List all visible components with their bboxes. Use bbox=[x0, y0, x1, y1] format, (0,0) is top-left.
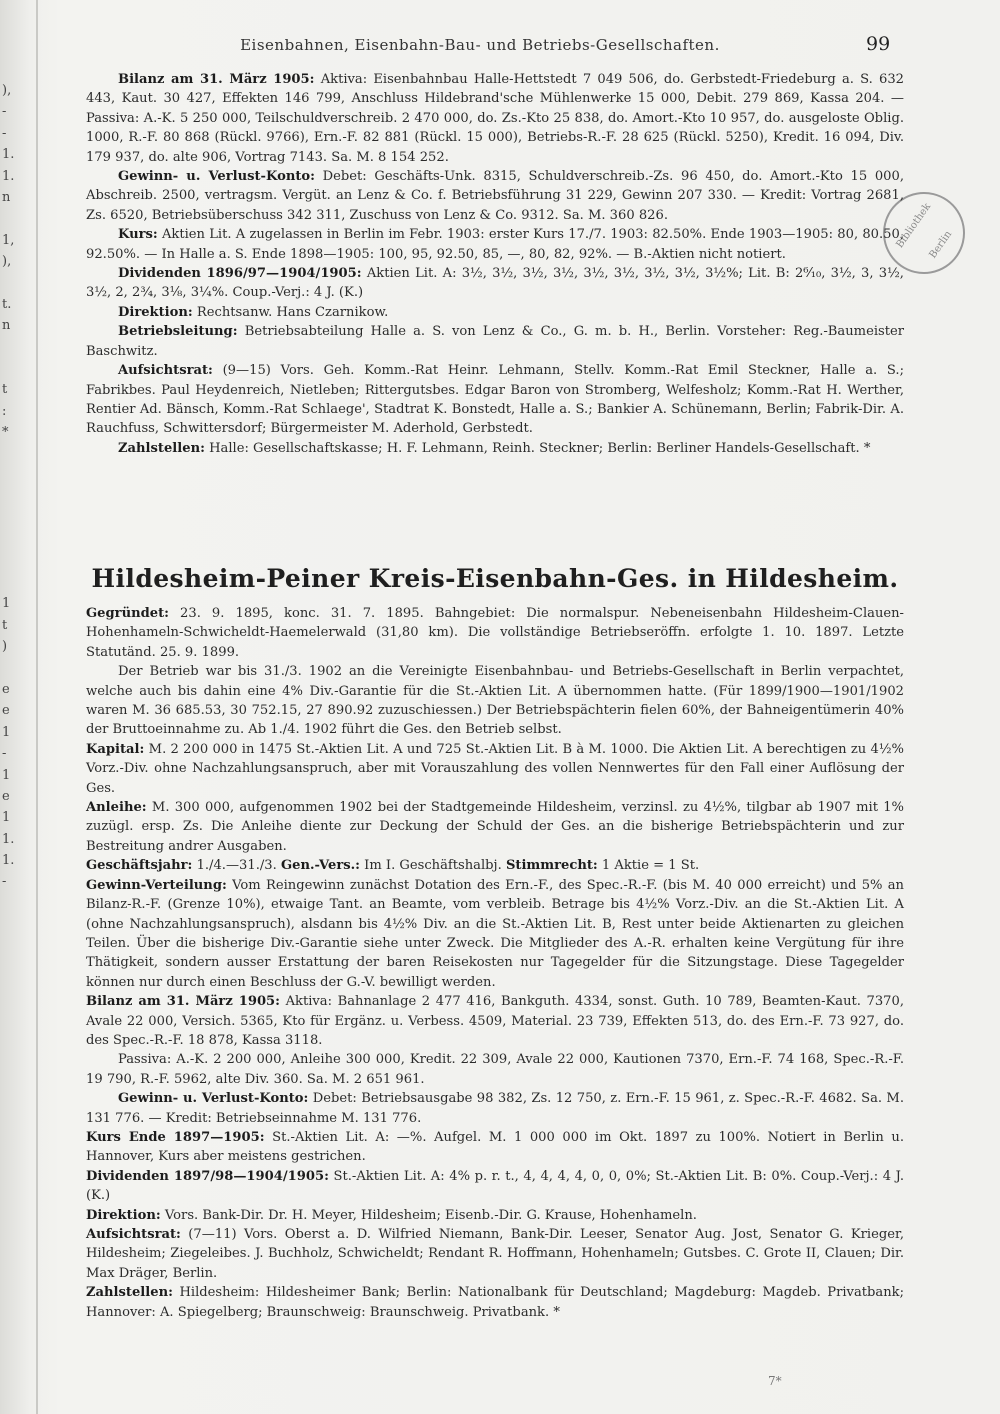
field-text: M. 300 000, aufgenommen 1902 bei der Stadtgemeinde Hildesheim, verzinsl. zu 4½%, tilgbar ab 1907 mit 1% zuzügl. ersp. Zs. Die Anleihe diente zur Deckung der Schuld der Ges. an die bisherige Betriebspächterin und zur Bestreitung andrer Ausgaben. bbox=[86, 800, 904, 854]
cropped-margin-text bbox=[2, 80, 22, 893]
balance-sheet-paragraph bbox=[86, 992, 904, 1050]
field-label: Kurs: bbox=[118, 227, 158, 243]
field-text: Betriebsabteilung Halle a. S. von Lenz & Co., G. m. b. H., Berlin. Vorsteher: Reg.-Baumeister Baschwitz. bbox=[86, 324, 904, 359]
field-text: Vors. Bank-Dir. Dr. H. Meyer, Hildesheim; Eisenb.-Dir. G. Krause, Hohenhameln. bbox=[164, 1207, 697, 1223]
margin-fragment: 1 bbox=[2, 767, 11, 783]
operation-history-paragraph: Der Betrieb war bis 31./3. 1902 an die Vereinigte Eisenbahnbau- und Betriebs-Gesellschaft in Berlin verpachtet, welche auch bis dahin eine 4% Div.-Garantie für die St.-Aktien Lit. A übernommen hatte. (Für 1899/1900—1901/1902 waren M. 36 685.53, 30 752.15, 27 890.92 zuzuschiessen.) Der Betriebspächterin fielen 60%, der Bahneigentümerin 40% der Bruttoeinnahme zu. Ab 1./4. 1902 führt die Ges. den Betrieb selbst. bbox=[86, 664, 904, 738]
field-text: St.-Aktien Lit. A: 4% p. r. t., 4, 4, 4, 4, 0, 0, 0%; St.-Aktien Lit. B: 0%. Coup.-Verj.: 4 J. (K.) bbox=[86, 1168, 904, 1204]
margin-fragment: 1. bbox=[2, 853, 15, 869]
margin-fragment bbox=[2, 444, 22, 465]
field-text: (7—11) Vors. Oberst a. D. Wilfried Niemann, Bank-Dir. Leeser, Senator Aug. Jost, Senator G. Krieger, Hildesheim; Ziegeleibes. J. Buchholz, Schwicheldt; Rendant R. Hoffmann, Hohenhameln; Gutsbes. C. Grote II, Clauen; Dir. Max Dräger, Berlin. bbox=[86, 1227, 904, 1281]
liabilities-paragraph: Passiva: A.-K. 2 200 000, Anleihe 300 000, Kredit. 22 309, Avale 22 000, Kautionen 7370, Ern.-F. 74 168, Spec.-R.-F. 19 790, R.-F. 5962, alte Div. 360. Sa. M. 2 651 961. bbox=[86, 1052, 904, 1087]
field-text: M. 2 200 000 in 1475 St.-Aktien Lit. A und 725 St.-Aktien Lit. B à M. 1000. Die Aktien Lit. A berechtigen zu 4½% Vorz.-Div. ohne Nachzahlungsanspruch, aber mit Vorauszahlung des vollen Nennwertes für den Fall einer Auflösung der Ges. bbox=[86, 741, 904, 796]
margin-fragment: 1 bbox=[2, 724, 11, 740]
field-text: Aktien Lit. A: 3½, 3½, 3½, 3½, 3½, 3½, 3½, 3½, 3½%; Lit. B: 2⁶⁄₁₀, 3½, 3, 3½, 3½, 2, 2¾, 3⅛, 3¼%. Coup.-Verj.: 4 J. (K.) bbox=[86, 266, 904, 301]
running-head: Eisenbahnen, Eisenbahn-Bau- und Betriebs-Gesellschaften. bbox=[240, 36, 720, 54]
field-text: Im I. Geschäftshalbj. bbox=[364, 858, 502, 874]
field-label: Bilanz am 31. März 1905: bbox=[86, 994, 280, 1010]
field-text: 1 Aktie = 1 St. bbox=[601, 858, 700, 874]
page-number: 99 bbox=[866, 33, 891, 55]
field-text: Hildesheim: Hildesheimer Bank; Berlin: Nationalbank für Deutschland; Magdeburg: Magdeb. Privatbank; Hannover: A. Spiegelberg; Braunschweig: Braunschweig. Privatbank. * bbox=[86, 1285, 904, 1320]
field-label: Aufsichtsrat: bbox=[118, 363, 213, 379]
margin-fragment: ), bbox=[2, 254, 12, 270]
margin-fragment: 1 bbox=[2, 596, 11, 612]
field-label: Direktion: bbox=[118, 304, 193, 320]
margin-fragment bbox=[2, 337, 22, 358]
margin-fragment: 1, bbox=[2, 232, 15, 248]
dividends-paragraph bbox=[86, 1167, 904, 1206]
balance-sheet-paragraph bbox=[86, 70, 904, 167]
margin-fragment: 1 bbox=[2, 810, 11, 826]
field-label: Geschäftsjahr: bbox=[86, 858, 193, 874]
margin-fragment: t bbox=[2, 617, 8, 633]
margin-fragment: ) bbox=[2, 639, 8, 655]
field-text: Aktiva: Eisenbahnbau Halle-Hettstedt 7 049 506, do. Gerbstedt-Friedeburg a. S. 632 443, Kaut. 30 427, Effekten 146 799, Anschluss Hildebrand'sche Mühlenwerke 15 000, Debit. 279 869, Kassa 204. — Passiva: A.-K. 5 250 000, Teilschuldverschreib. 2 470 000, do. Zs.-Kto 25 838, do. Amort.-Kto 10 957, do. ausgeloste Oblig. 1000, R.-F. 80 868 (Rückl. 9766), Ern.-F. 82 881 (Rückl. 15 000), Betriebs-R.-F. 28 625 (Rückl. 5250), Kredit. 16 094, Div. 179 937, do. alte 906, Vortrag 7143. Sa. M. 8 154 252. bbox=[86, 72, 904, 165]
field-label: Gewinn- u. Verlust-Konto: bbox=[118, 169, 315, 185]
margin-fragment bbox=[2, 358, 22, 379]
dividends-paragraph bbox=[86, 264, 904, 303]
operations-paragraph bbox=[86, 322, 904, 361]
margin-fragment: 1. bbox=[2, 168, 15, 184]
margin-fragment bbox=[2, 529, 22, 550]
field-text: Aktiva: Bahnanlage 2 477 416, Bankguth. 4334, sonst. Guth. 10 789, Beamten-Kaut. 7370, Avale 22 000, Versich. 5365, Kto für Ergänz. u. Verbess. 4509, Material. 23 739, Effekten 513, do. des Ern.-F. 73 927, do. des Spec.-R.-F. 18 878, Kassa 3118. bbox=[86, 994, 904, 1048]
margin-fragment bbox=[2, 486, 22, 507]
margin-fragment: 1. bbox=[2, 831, 15, 847]
stamp-text-line2: Berlin bbox=[927, 228, 955, 261]
margin-fragment bbox=[2, 551, 22, 572]
margin-fragment: n bbox=[2, 189, 11, 205]
profit-loss-paragraph bbox=[86, 167, 904, 225]
field-text: Vom Reingewinn zunächst Dotation des Ern.-F., des Spec.-R.-F. (bis M. 40 000 erreicht) und 5% an Bilanz-R.-F. (Grenze 10%), etwaige Tant. an Beamte, vom verbleib. Betrage bis 4½% Vorz.-Div. an die St.-Aktien Lit. A (ohne Nachzahlungsanspruch), alsdann bis 4½% Div. an die St.-Aktien Lit. B, Rest unter beide Aktienarten zu gleichen Teilen. Über die bisherige Div.-Garantie siehe unter Zweck. Die Mitglieder des A.-R. erhalten keine Vergütung für ihre Thätigkeit, sondern ausser Erstattung der baren Reisekosten nur Tagegelder für die Sitzungstage. Diese Tagegelder können nur durch einen Beschluss der G.-V. bewilligt werden. bbox=[86, 877, 904, 990]
margin-fragment: * bbox=[2, 425, 9, 441]
field-label: Zahlstellen: bbox=[86, 1285, 173, 1301]
field-text: Debet: Geschäfts-Unk. 8315, Schuldverschreib.-Zs. 96 450, do. Amort.-Kto 15 000, Abschreib. 2500, vertragsm. Vergüt. an Lenz & Co. f. Betriebsführung 31 229, Gewinn 207 330. — Kredit: Vortrag 2681, Zs. 6520, Betriebsüberschuss 342 311, Zuschuss von Lenz & Co. 9312. Sa. M. 360 826. bbox=[86, 169, 904, 223]
margin-fragment bbox=[2, 273, 22, 294]
margin-fragment: - bbox=[2, 746, 7, 762]
field-label: Kapital: bbox=[86, 741, 145, 757]
margin-fragment: - bbox=[2, 104, 7, 120]
price-paragraph bbox=[86, 225, 904, 264]
field-text: Rechtsanw. Hans Czarnikow. bbox=[196, 304, 389, 320]
margin-fragment bbox=[2, 208, 22, 229]
field-label: Anleihe: bbox=[86, 800, 147, 816]
margin-fragment: ), bbox=[2, 83, 12, 98]
margin-fragment: e bbox=[2, 681, 10, 697]
field-text: 1./4.—31./3. bbox=[196, 858, 277, 874]
paying-agents-paragraph bbox=[86, 439, 904, 458]
field-label: Stimmrecht: bbox=[505, 858, 598, 874]
field-label: Bilanz am 31. März 1905: bbox=[118, 72, 315, 87]
field-label: Gen.-Vers.: bbox=[280, 858, 360, 874]
field-text: Halle: Gesellschaftskasse; H. F. Lehmann, Reinh. Steckner; Berlin: Berliner Handels-Gesellschaft. * bbox=[209, 440, 871, 456]
directorate-paragraph bbox=[86, 1206, 904, 1225]
field-label: Aufsichtsrat: bbox=[86, 1227, 181, 1242]
field-label: Gewinn- u. Verlust-Konto: bbox=[118, 1091, 309, 1107]
founding-paragraph bbox=[86, 604, 904, 662]
margin-fragment: n bbox=[2, 318, 11, 334]
field-text: (9—15) Vors. Geh. Komm.-Rat Heinr. Lehmann, Stellv. Komm.-Rat Emil Steckner, Halle a. S.; Fabrikbes. Paul Heydenreich, Nietleben; Rittergutsbes. Edgar Baron von Stromberg, Welfesholz; Komm.-Rat H. Werther, Rentier Ad. Bänsch, Komm.-Rat Schlaege', Stadtrat K. Bonstedt, Halle a. S.; Bankier A. Schünemann, Berlin; Fabrik-Dir. A. Rauchfuss, Schwittersdorf; Bürgermeister M. Aderhold, Gerbstedt. bbox=[86, 363, 904, 437]
price-paragraph bbox=[86, 1128, 904, 1167]
supervisory-board-paragraph bbox=[86, 1225, 904, 1283]
margin-fragment: e bbox=[2, 703, 10, 719]
field-label: Kurs Ende 1897—1905: bbox=[86, 1129, 265, 1145]
section-continued-entry bbox=[86, 70, 904, 458]
fiscal-year-paragraph bbox=[86, 856, 904, 875]
field-label: Dividenden 1896/97—1904/1905: bbox=[118, 266, 362, 282]
field-text: Aktien Lit. A zugelassen in Berlin im Febr. 1903: erster Kurs 17./7. 1903: 82.50%. Ende 1903—1905: 80, 80.50, 92.50%. — In Halle a. S. Ende 1898—1905: 100, 95, 92.50, 85, —, 80, 82, 92%. — B.-Aktien nicht notiert. bbox=[86, 227, 904, 262]
capital-paragraph bbox=[86, 740, 904, 798]
field-label: Gegründet: bbox=[86, 606, 169, 621]
company-entry bbox=[86, 604, 904, 1322]
field-text: Debet: Betriebsausgabe 98 382, Zs. 12 750, z. Ern.-F. 15 961, z. Spec.-R.-F. 4682. Sa. M. 131 776. — Kredit: Betriebseinnahme M. 131 776. bbox=[86, 1091, 904, 1126]
field-label: Dividenden 1897/98—1904/1905: bbox=[86, 1168, 329, 1184]
field-label: Gewinn-Verteilung: bbox=[86, 877, 227, 893]
field-label: Direktion: bbox=[86, 1207, 161, 1223]
signature-mark: 7* bbox=[768, 1374, 782, 1388]
paying-agents-paragraph bbox=[86, 1283, 904, 1322]
margin-fragment: t bbox=[2, 382, 8, 398]
field-label: Betriebsleitung: bbox=[118, 324, 238, 340]
profit-loss-paragraph bbox=[86, 1089, 904, 1128]
directorate-paragraph bbox=[86, 303, 904, 322]
margin-fragment bbox=[2, 465, 22, 486]
supervisory-board-paragraph bbox=[86, 361, 904, 439]
margin-fragment bbox=[2, 508, 22, 529]
profit-distribution-paragraph bbox=[86, 876, 904, 992]
loan-paragraph bbox=[86, 798, 904, 856]
margin-fragment bbox=[2, 658, 22, 679]
margin-fragment: e bbox=[2, 788, 10, 804]
company-title: Hildesheim-Peiner Kreis-Eisenbahn-Ges. in Hildesheim. bbox=[91, 564, 899, 593]
margin-fragment: : bbox=[2, 403, 7, 419]
margin-fragment: t. bbox=[2, 296, 12, 312]
margin-fragment bbox=[2, 572, 22, 593]
stamp-text-line1: Bibliothek bbox=[894, 201, 934, 251]
field-text: St.-Aktien Lit. A: —%. Aufgel. M. 1 000 000 im Okt. 1897 zu 100%. Notiert in Berlin u. Hannover, Kurs aber meistens gestrichen. bbox=[86, 1129, 904, 1165]
margin-fragment: - bbox=[2, 125, 7, 141]
field-text: 23. 9. 1895, konc. 31. 7. 1895. Bahngebiet: Die normalspur. Nebeneisenbahn Hildesheim-Clauen-Hohenhameln-Schwicheldt-Haemelerwald (31,80 km). Die vollständige Betriebseröffn. erfolgte 1. 10. 1897. Letzte Statutänd. 25. 9. 1899. bbox=[86, 606, 904, 660]
margin-fragment: 1. bbox=[2, 147, 15, 163]
binding-edge bbox=[36, 0, 38, 1414]
field-label: Zahlstellen: bbox=[118, 440, 205, 456]
margin-fragment: - bbox=[2, 874, 7, 890]
